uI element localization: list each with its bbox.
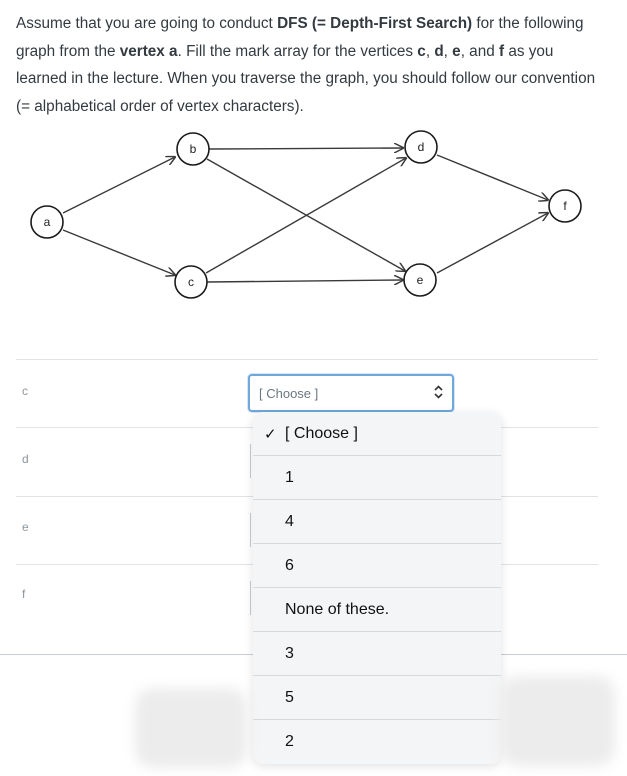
blurred-area (135, 688, 247, 768)
select-c[interactable] (248, 374, 454, 412)
dropdown-option[interactable] (253, 588, 501, 632)
row-label-e: e (22, 520, 29, 534)
dropdown-option-choose[interactable] (253, 412, 501, 456)
option-label: 2 (285, 733, 294, 750)
option-label: 1 (285, 469, 294, 486)
option-label: [ Choose ] (285, 425, 358, 442)
select-c-value: [ Choose ] (259, 386, 319, 401)
node-d-label: d (417, 140, 425, 154)
edge-c-e (207, 280, 403, 282)
question-text-part: for the following graph from the (16, 15, 584, 60)
option-label: 6 (285, 557, 294, 574)
up-down-chevron-icon (434, 385, 443, 402)
node-c-label: c (188, 275, 194, 289)
question-bold-f: f (498, 42, 505, 60)
dropdown-option[interactable] (253, 720, 501, 764)
question-bold-e: e (452, 42, 461, 60)
edge-d-f (437, 155, 548, 200)
dropdown-option[interactable] (253, 544, 501, 588)
row-label-d: d (22, 452, 29, 466)
blurred-area (500, 676, 615, 766)
node-f-label: f (563, 199, 567, 213)
check-icon: ✓ (264, 426, 277, 443)
edge-a-b (63, 157, 175, 213)
question-bold-c: c (417, 42, 426, 60)
question-text-part: Assume that you are going to conduct (16, 15, 278, 32)
option-label: None of these. (285, 601, 390, 618)
graph-diagram (0, 0, 627, 320)
dropdown-option[interactable] (253, 632, 501, 676)
edge-a-c (63, 230, 175, 275)
question-text-part: , (443, 42, 453, 60)
node-e-label: e (416, 273, 424, 287)
dropdown-option[interactable] (253, 500, 501, 544)
node-a-label: a (43, 215, 51, 229)
edge-e-f (437, 213, 548, 273)
dropdown-option[interactable] (253, 456, 501, 500)
row-label-c: c (22, 384, 28, 398)
question-bold-vertex: vertex a (119, 42, 178, 60)
dropdown-menu (253, 412, 501, 764)
question-text-part: . Fill the mark array for the vertices (177, 42, 418, 60)
question-text-part: , and (460, 42, 499, 60)
question-text-part: as you learned in the lecture. When you traverse the graph, you should follow our convention (= alphabetical order of vertex characters). (16, 42, 596, 115)
option-label: 4 (285, 513, 294, 530)
row-divider (16, 359, 598, 360)
node-b-label: b (189, 142, 197, 156)
option-label: 5 (285, 689, 294, 706)
question-bold-d: d (434, 42, 444, 60)
question-text-part: , (425, 42, 435, 60)
dropdown-option[interactable] (253, 676, 501, 720)
option-label: 3 (285, 645, 294, 662)
question-bold-dfs: DFS (= Depth-First Search) (277, 15, 473, 32)
row-label-f: f (22, 587, 26, 601)
edge-b-d (209, 148, 403, 149)
